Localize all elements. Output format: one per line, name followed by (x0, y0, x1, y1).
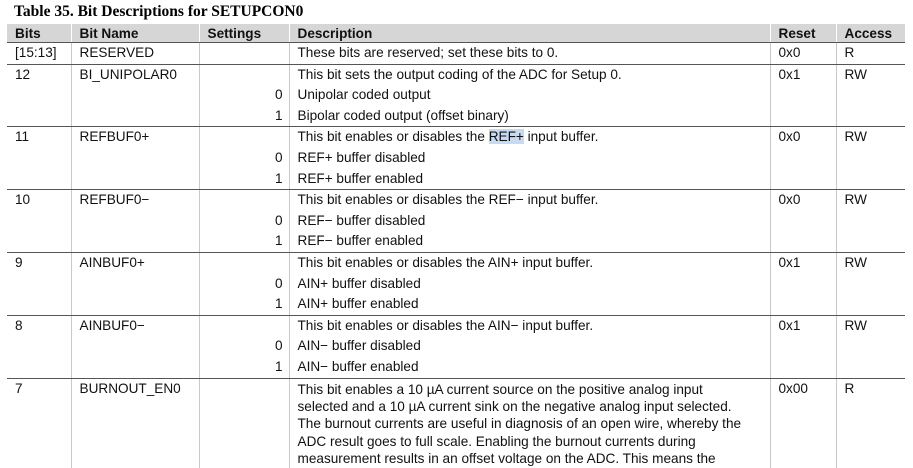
bits-cell: 8 (7, 315, 71, 378)
bits-cell: 12 (7, 64, 71, 127)
setting-value: 0 (274, 149, 283, 165)
bit-name-cell: AINBUF0+ (71, 252, 199, 315)
settings-cell (199, 43, 289, 65)
setting-description: Unipolar coded output (297, 87, 431, 103)
setting-value: 0 (274, 338, 283, 354)
setting-value: 1 (274, 296, 283, 312)
description-cell (289, 315, 770, 378)
description-line: The burnout currents are useful in diagnosis of an open wire, whereby the (297, 416, 742, 432)
bit-name-cell: BI_UNIPOLAR0 (71, 64, 199, 127)
settings-cell (199, 127, 289, 190)
reset-cell: 0x0 (770, 43, 836, 65)
setting-description: REF+ buffer enabled (297, 170, 424, 186)
bits-cell: 7 (15, 380, 23, 396)
description-text: This bit enables or disables the AIN+ input buffer. (297, 254, 594, 270)
setting-value: 0 (274, 275, 283, 291)
settings-cell (199, 64, 289, 127)
description-cell (289, 252, 770, 315)
setting-description: Bipolar coded output (offset binary) (297, 107, 509, 123)
setting-description: AIN− buffer disabled (297, 338, 421, 354)
setting-description: REF− buffer enabled (297, 233, 424, 249)
reset-cell: 0x1 (770, 64, 836, 127)
description-text: This bit sets the output coding of the ADC for Setup 0. (297, 66, 622, 82)
reset-cell: 0x1 (770, 252, 836, 315)
settings-cell (199, 190, 289, 253)
bits-cell: 9 (7, 252, 71, 315)
settings-cell (199, 315, 289, 378)
setting-description: REF− buffer disabled (297, 212, 426, 228)
setting-value: 1 (274, 170, 283, 186)
description-line: measurement results in an offset voltage on the ADC. This means the (297, 451, 716, 467)
settings-cell (199, 252, 289, 315)
bit-name-cell: REFBUF0− (71, 190, 199, 253)
header-bits: Bits (7, 24, 71, 43)
description-text: This bit enables or disables the REF− input buffer. (297, 192, 599, 208)
bit-name-cell: REFBUF0+ (71, 127, 199, 190)
reset-cell: 0x0 (770, 190, 836, 253)
header-reset: Reset (770, 24, 836, 43)
reset-cell: 0x0 (770, 127, 836, 190)
bit-name-cell: BURNOUT_EN0 (71, 378, 199, 468)
reset-cell: 0x1 (770, 315, 836, 378)
header-settings: Settings (199, 24, 289, 43)
reset-cell: 0x00 (770, 378, 836, 468)
setting-description: AIN+ buffer disabled (297, 275, 421, 291)
bits-cell: 10 (7, 190, 71, 253)
setting-description: AIN− buffer enabled (297, 358, 419, 374)
description-line: selected and a 10 µA current sink on the negative analog input selected. (297, 398, 732, 414)
table-row (7, 64, 905, 127)
setting-value: 0 (274, 212, 283, 228)
description-cell (289, 190, 770, 253)
access-cell: RW (836, 127, 905, 190)
access-cell: R (836, 378, 905, 468)
table-header-row (7, 24, 905, 43)
settings-cell (199, 378, 289, 468)
table-row (7, 252, 905, 315)
description-cell: These bits are reserved; set these bits to 0. (289, 43, 770, 65)
description-text: This bit enables or disables the REF+ input buffer. (297, 129, 599, 145)
header-bit-name: Bit Name (71, 24, 199, 43)
setting-value: 1 (274, 233, 283, 249)
table-row (7, 315, 905, 378)
access-cell: RW (836, 190, 905, 253)
bits-cell: 11 (7, 127, 71, 190)
table-row (7, 190, 905, 253)
table-row (7, 378, 905, 468)
header-access: Access (836, 24, 905, 43)
bit-name-cell: AINBUF0− (71, 315, 199, 378)
access-cell: R (836, 43, 905, 65)
bits-cell: [15:13] (7, 43, 71, 65)
table-caption: Table 35. Bit Descriptions for SETUPCON0 (14, 3, 304, 20)
setting-description: REF+ buffer disabled (297, 149, 426, 165)
description-text: This bit enables or disables the AIN− input buffer. (297, 317, 594, 333)
setting-value: 1 (274, 107, 283, 123)
description-line: This bit enables a 10 µA current source on the positive analog input (297, 381, 703, 397)
access-cell: RW (836, 64, 905, 127)
description-cell (289, 378, 770, 468)
bit-descriptions-table (7, 24, 905, 468)
table-row (7, 127, 905, 190)
header-description: Description (289, 24, 770, 43)
table-row (7, 43, 905, 65)
description-line: ADC result goes to full scale. Enabling the burnout currents during (297, 433, 696, 449)
bit-name-cell: RESERVED (71, 43, 199, 65)
selected-text-highlight: REF+ (488, 129, 524, 145)
access-cell: RW (836, 252, 905, 315)
description-cell (289, 127, 770, 190)
description-cell (289, 64, 770, 127)
setting-description: AIN+ buffer enabled (297, 296, 419, 312)
setting-value: 0 (274, 87, 283, 103)
setting-value: 1 (274, 358, 283, 374)
access-cell: RW (836, 315, 905, 378)
